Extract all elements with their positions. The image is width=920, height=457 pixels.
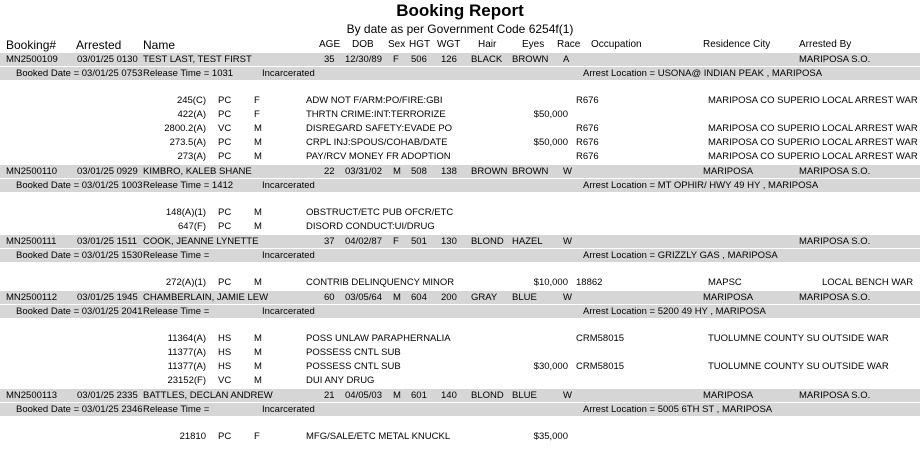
charge-description: ADW NOT F/ARM:PO/FIRE:GBI: [306, 95, 443, 106]
dob: 04/05/03: [345, 390, 382, 401]
sex: F: [393, 236, 399, 247]
booked-date: Booked Date = 03/01/25 1003: [16, 180, 143, 191]
charge-description: POSSESS CNTL SUB: [306, 361, 401, 372]
charge-type: VC: [218, 375, 232, 386]
charge-level: F: [254, 109, 260, 120]
weight: 140: [441, 390, 457, 401]
charge-code: 272(A)(1): [165, 277, 206, 288]
warrant-number: R676: [576, 123, 599, 134]
custody-status: Incarcerated: [262, 250, 315, 261]
charge-level: F: [254, 95, 260, 106]
age: 35: [324, 54, 335, 65]
court-name: MARIPOSA CO SUPERIO: [708, 137, 820, 148]
booking-row-band: [0, 291, 920, 304]
warrant-agency: OUTSIDE WAR: [822, 333, 889, 344]
arrested-datetime: 03/01/25 1511: [77, 236, 138, 247]
race: W: [563, 390, 572, 401]
column-header-booking: Booking#: [6, 38, 57, 52]
column-header-sex: Sex: [388, 39, 406, 50]
race: W: [563, 292, 572, 303]
court-name: TUOLUMNE COUNTY SU: [708, 333, 820, 344]
charge-type: PC: [218, 109, 232, 120]
height: 506: [411, 54, 427, 65]
arrest-location: Arrest Location = 5005 6TH ST , MARIPOSA: [583, 404, 773, 415]
booking-number: MN2500113: [6, 390, 58, 401]
charge-level: M: [254, 347, 262, 358]
arrested-by: MARIPOSA S.O.: [799, 166, 871, 177]
bail-amount: $50,000: [533, 109, 568, 120]
weight: 138: [441, 166, 457, 177]
release-time: Release Time =: [143, 306, 210, 317]
custody-status: Incarcerated: [262, 306, 315, 317]
arrest-location: Arrest Location = GRIZZLY GAS , MARIPOSA: [583, 250, 778, 261]
release-time: Release Time =: [143, 250, 210, 261]
column-header-eyes: Eyes: [522, 39, 545, 50]
charge-description: OBSTRUCT/ETC PUB OFCR/ETC: [306, 207, 454, 218]
age: 37: [324, 236, 335, 247]
booking-row-band: [0, 53, 920, 66]
hair-color: BLOND: [471, 390, 504, 401]
court-name: MARIPOSA CO SUPERIO: [708, 151, 820, 162]
column-header-hair: Hair: [478, 39, 497, 50]
booking-row-band: [0, 389, 920, 402]
warrant-number: R676: [576, 95, 599, 106]
charge-description: POSS UNLAW PARAPHERNALIA: [306, 333, 451, 344]
release-time: Release Time = 1412: [143, 180, 234, 191]
booking-number: MN2500112: [6, 292, 58, 303]
bail-amount: $35,000: [533, 431, 568, 442]
charge-type: PC: [218, 207, 232, 218]
column-header-hgt: HGT: [409, 39, 431, 50]
charge-level: M: [254, 137, 262, 148]
race: A: [563, 54, 570, 65]
arrest-location: Arrest Location = 5200 49 HY , MARIPOSA: [583, 306, 766, 317]
charge-description: CRPL INJ:SPOUS/COHAB/DATE: [306, 137, 448, 148]
charge-code: 11377(A): [167, 361, 206, 372]
release-time: Release Time = 1031: [143, 68, 234, 79]
age: 60: [324, 292, 335, 303]
charge-code: 647(F): [178, 221, 206, 232]
weight: 130: [441, 236, 457, 247]
residence-city: MARIPOSA: [703, 390, 754, 401]
column-header-age: AGE: [319, 39, 341, 50]
booking-row-band: [0, 235, 920, 248]
eye-color: HAZEL: [512, 236, 543, 247]
height: 604: [411, 292, 427, 303]
warrant-agency: LOCAL ARREST WAR: [822, 151, 918, 162]
person-name: BATTLES, DECLAN ANDREW: [143, 390, 273, 401]
race: W: [563, 236, 572, 247]
height: 501: [411, 236, 427, 247]
charge-description: POSSESS CNTL SUB: [306, 347, 401, 358]
column-header-arrested-by: Arrested By: [799, 39, 852, 50]
warrant-agency: OUTSIDE WAR: [822, 361, 889, 372]
release-time: Release Time =: [143, 404, 210, 415]
charge-level: M: [254, 375, 262, 386]
warrant-number: CRM58015: [576, 333, 625, 344]
eye-color: BLUE: [512, 292, 537, 303]
warrant-agency: LOCAL ARREST WAR: [822, 123, 918, 134]
charge-code: 422(A): [177, 109, 206, 120]
column-header-wgt: WGT: [437, 39, 461, 50]
charge-type: PC: [218, 151, 232, 162]
report-subtitle: By date as per Government Code 6254f(1): [346, 22, 574, 36]
charge-type: PC: [218, 431, 232, 442]
charge-type: PC: [218, 95, 232, 106]
eye-color: BROWN: [512, 166, 549, 177]
booking-row-band: [0, 165, 920, 178]
charge-level: M: [254, 123, 262, 134]
hair-color: BROWN: [471, 166, 508, 177]
booked-date: Booked Date = 03/01/25 1530: [16, 250, 143, 261]
booking-number: MN2500111: [6, 236, 57, 247]
charge-type: PC: [218, 137, 232, 148]
charge-code: 23152(F): [167, 375, 206, 386]
charge-type: PC: [218, 221, 232, 232]
arrested-datetime: 03/01/25 2335: [77, 390, 138, 401]
warrant-agency: LOCAL ARREST WAR: [822, 95, 918, 106]
warrant-number: R676: [576, 151, 599, 162]
dob: 04/02/87: [345, 236, 382, 247]
booking-number: MN2500110: [6, 166, 58, 177]
sex: M: [393, 292, 401, 303]
court-name: MARIPOSA CO SUPERIO: [708, 123, 820, 134]
race: W: [563, 166, 572, 177]
person-name: KIMBRO, KALEB SHANE: [143, 166, 252, 177]
charge-type: HS: [218, 361, 232, 372]
height: 508: [411, 166, 427, 177]
warrant-agency: LOCAL BENCH WAR: [822, 277, 914, 288]
booking-number: MN2500109: [6, 54, 58, 65]
arrested-by: MARIPOSA S.O.: [799, 390, 871, 401]
age: 22: [324, 166, 335, 177]
charge-level: M: [254, 333, 262, 344]
dob: 12/30/89: [345, 54, 382, 65]
custody-status: Incarcerated: [262, 68, 315, 79]
dob: 03/31/02: [345, 166, 382, 177]
charge-description: DISORD CONDUCT:UI/DRUG: [306, 221, 435, 232]
charge-description: DUI ANY DRUG: [306, 375, 375, 386]
charge-description: MFG/SALE/ETC METAL KNUCKL: [306, 431, 451, 442]
column-header-arrested: Arrested: [76, 38, 122, 52]
weight: 200: [441, 292, 457, 303]
person-name: TEST LAST, TEST FIRST: [143, 54, 252, 65]
arrested-by: MARIPOSA S.O.: [799, 292, 871, 303]
person-name: COOK, JEANNE LYNETTE: [143, 236, 259, 247]
arrested-by: MARIPOSA S.O.: [799, 236, 871, 247]
arrest-location: Arrest Location = MT OPHIR/ HWY 49 HY , MARIPOSA: [583, 180, 819, 191]
charge-level: M: [254, 151, 262, 162]
charge-code: 148(A)(1): [165, 207, 206, 218]
warrant-agency: LOCAL ARREST WAR: [822, 137, 918, 148]
bail-amount: $50,000: [533, 137, 568, 148]
arrested-datetime: 03/01/25 1945: [77, 292, 138, 303]
charge-description: PAY/RCV MONEY FR ADOPTION: [306, 151, 451, 162]
booked-date: Booked Date = 03/01/25 2041: [16, 306, 143, 317]
bail-amount: $10,000: [533, 277, 568, 288]
charge-code: 11364(A): [167, 333, 206, 344]
court-name: MAPSC: [708, 277, 742, 288]
booked-date: Booked Date = 03/01/25 0753: [16, 68, 143, 79]
custody-status: Incarcerated: [262, 404, 315, 415]
eye-color: BLUE: [512, 390, 537, 401]
charge-type: HS: [218, 347, 232, 358]
warrant-number: CRM58015: [576, 361, 625, 372]
hair-color: BLOND: [471, 236, 504, 247]
booked-date: Booked Date = 03/01/25 2346: [16, 404, 143, 415]
residence-city: MARIPOSA: [703, 166, 754, 177]
dob: 03/05/64: [345, 292, 382, 303]
charge-description: CONTRIB DELINQUENCY MINOR: [306, 277, 455, 288]
sex: M: [393, 166, 401, 177]
charge-code: 273.5(A): [169, 137, 206, 148]
charge-level: M: [254, 361, 262, 372]
column-header-residence-city: Residence City: [703, 39, 771, 50]
charge-description: THRTN CRIME:INT:TERRORIZE: [306, 109, 446, 120]
column-header-name: Name: [143, 38, 176, 52]
court-name: TUOLUMNE COUNTY SU: [708, 361, 820, 372]
column-header-occupation: Occupation: [591, 39, 642, 50]
column-header-race: Race: [557, 39, 581, 50]
warrant-number: 18862: [576, 277, 603, 288]
residence-city: MARIPOSA: [703, 292, 754, 303]
charge-code: 11377(A): [167, 347, 206, 358]
report-title: Booking Report: [396, 1, 524, 20]
arrested-datetime: 03/01/25 0130: [77, 54, 138, 65]
charge-level: M: [254, 207, 262, 218]
eye-color: BROWN: [512, 54, 549, 65]
arrest-location: Arrest Location = USONA@ INDIAN PEAK , MARIPOSA: [583, 68, 823, 79]
court-name: MARIPOSA CO SUPERIO: [708, 95, 820, 106]
arrested-by: MARIPOSA S.O.: [799, 54, 871, 65]
weight: 126: [441, 54, 457, 65]
charge-level: F: [254, 431, 260, 442]
hair-color: GRAY: [471, 292, 498, 303]
charge-level: M: [254, 221, 262, 232]
charge-type: PC: [218, 277, 232, 288]
charge-code: 2800.2(A): [164, 123, 206, 134]
charge-code: 273(A): [177, 151, 206, 162]
charge-code: 245(C): [176, 95, 206, 106]
charge-code: 21810: [179, 431, 206, 442]
arrested-datetime: 03/01/25 0929: [77, 166, 138, 177]
charge-level: M: [254, 277, 262, 288]
charge-description: DISREGARD SAFETY:EVADE PO: [306, 123, 453, 134]
sex: F: [393, 54, 399, 65]
height: 601: [411, 390, 427, 401]
charge-type: HS: [218, 333, 232, 344]
bail-amount: $30,000: [533, 361, 568, 372]
charge-type: VC: [218, 123, 232, 134]
column-header-dob: DOB: [352, 39, 374, 50]
sex: M: [393, 390, 401, 401]
warrant-number: R676: [576, 137, 599, 148]
person-name: CHAMBERLAIN, JAMIE LEW: [143, 292, 269, 303]
age: 21: [324, 390, 335, 401]
hair-color: BLACK: [471, 54, 503, 65]
custody-status: Incarcerated: [262, 180, 315, 191]
